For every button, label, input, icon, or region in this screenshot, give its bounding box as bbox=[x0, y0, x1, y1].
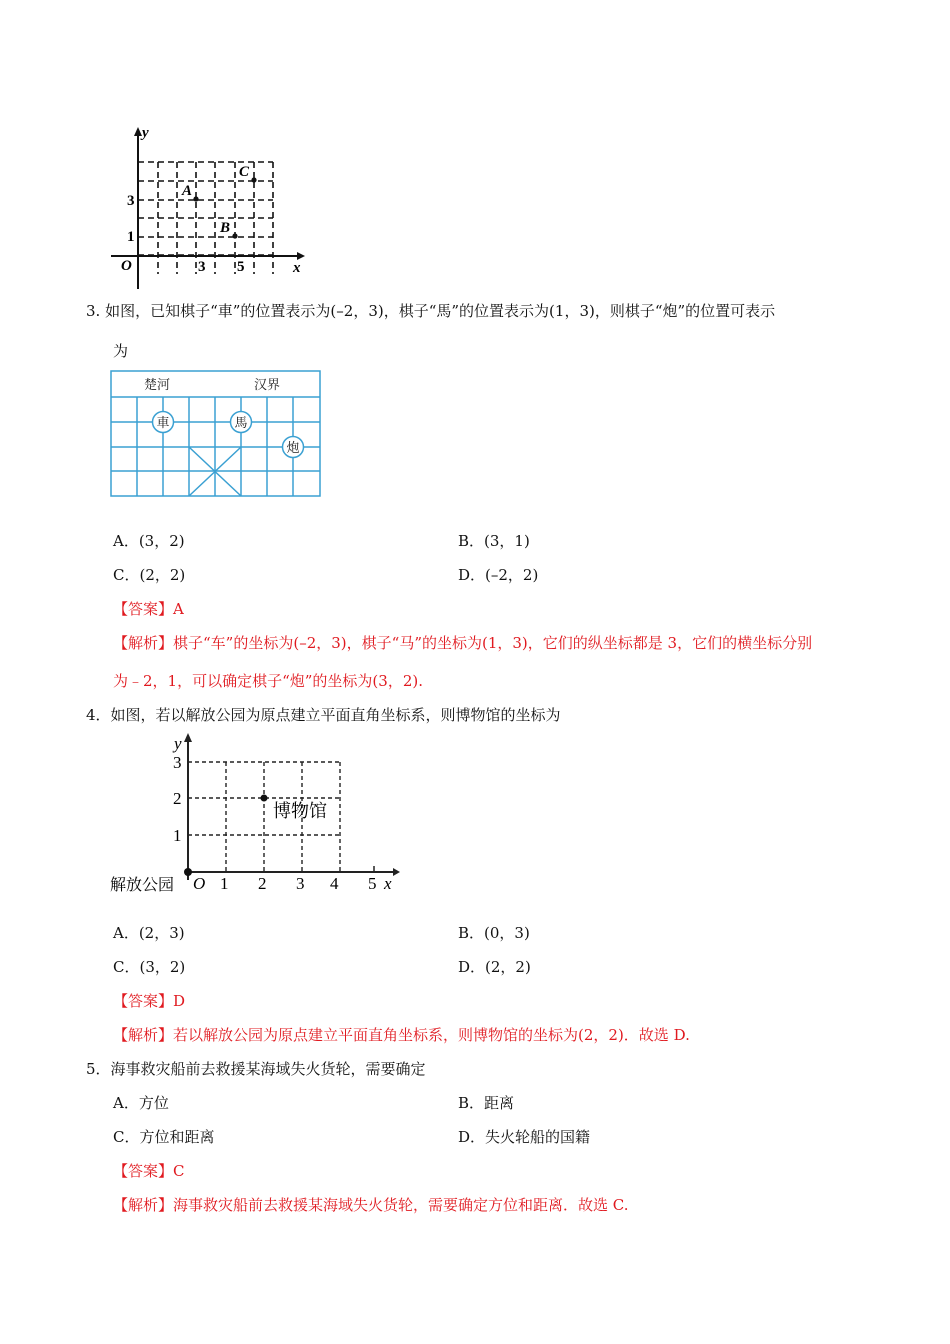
q4-y-axis-label: y bbox=[174, 734, 182, 753]
x-tick-3: 3 bbox=[198, 259, 206, 275]
origin-dot bbox=[184, 868, 192, 876]
q3-text-line1: 3. 如图，已知棋子“車”的位置表示为(–2，3)，棋子“馬”的位置表示为(1，3)，则棋子“炮”的位置可表示 bbox=[86, 302, 776, 320]
q4-option-d: D．(2，2) bbox=[458, 958, 531, 976]
board-left-label: 楚河 bbox=[144, 377, 171, 392]
q4-x-tick-1: 1 bbox=[220, 874, 229, 893]
y-tick-3: 3 bbox=[127, 193, 135, 209]
museum-dot bbox=[261, 795, 268, 802]
label-a: A bbox=[182, 183, 193, 199]
q4-x-tick-3: 3 bbox=[296, 874, 305, 893]
q5-analysis-tag: 【解析】 bbox=[113, 1196, 174, 1214]
chess-board-figure bbox=[110, 370, 322, 498]
q4-x-tick-2: 2 bbox=[258, 874, 267, 893]
figure-grid-abc bbox=[105, 124, 315, 294]
q5-option-b: B．距离 bbox=[458, 1094, 515, 1112]
q4-analysis-tag: 【解析】 bbox=[113, 1026, 174, 1044]
q3-analysis-line2: 为﹣2，1，可以确定棋子“炮”的坐标为(3，2). bbox=[113, 672, 423, 690]
q4-y-tick-3: 3 bbox=[173, 753, 182, 772]
figure-museum-coordinate bbox=[108, 730, 408, 900]
q4-option-b: B．(0，3) bbox=[458, 924, 530, 942]
piece-che bbox=[153, 412, 174, 433]
q5-option-d: D．失火轮船的国籍 bbox=[458, 1128, 591, 1146]
svg-text:車: 車 bbox=[156, 415, 170, 430]
q3-text-line2: 为 bbox=[113, 342, 129, 360]
q5-question: 5．海事救灾船前去救援某海域失火货轮，需要确定 bbox=[86, 1060, 426, 1078]
piece-pao bbox=[283, 437, 304, 458]
q4-y-tick-1: 1 bbox=[173, 826, 182, 845]
origin-label: O bbox=[121, 258, 132, 274]
board-right-label: 汉界 bbox=[254, 377, 281, 392]
q5-answer: 【答案】C bbox=[113, 1162, 185, 1180]
q4-question: 4．如图，若以解放公园为原点建立平面直角坐标系，则博物馆的坐标为 bbox=[86, 706, 561, 724]
y-tick-1: 1 bbox=[127, 229, 135, 245]
q4-x-tick-4: 4 bbox=[330, 874, 339, 893]
q4-analysis bbox=[113, 1024, 690, 1046]
point-b bbox=[232, 233, 237, 238]
label-b: B bbox=[220, 220, 231, 236]
q5-option-a: A．方位 bbox=[113, 1094, 169, 1112]
q3-option-c: C．(2，2) bbox=[113, 566, 186, 584]
q4-x-tick-5: 5 bbox=[368, 874, 377, 893]
y-axis-label: y bbox=[142, 125, 149, 141]
q5-analysis bbox=[113, 1194, 629, 1216]
q4-option-a: A．(2，3) bbox=[113, 924, 185, 942]
x-tick-5: 5 bbox=[237, 259, 245, 275]
q4-x-axis-label: x bbox=[384, 874, 392, 893]
q3-option-a: A．(3，2) bbox=[113, 532, 185, 550]
origin-place-label: 解放公园 bbox=[110, 877, 175, 894]
svg-text:炮: 炮 bbox=[286, 440, 300, 455]
q5-analysis-text: 海事救灾船前去救援某海域失火货轮，需要确定方位和距离．故选 C. bbox=[173, 1196, 629, 1214]
q3-analysis-line1 bbox=[113, 632, 812, 654]
q3-answer: 【答案】A bbox=[113, 600, 184, 618]
q3-option-d: D．(–2，2) bbox=[458, 566, 539, 584]
q4-answer: 【答案】D bbox=[113, 992, 186, 1010]
q4-option-c: C．(3，2) bbox=[113, 958, 186, 976]
q3-analysis-tag: 【解析】 bbox=[113, 634, 174, 652]
q3-analysis-text1: 棋子“车”的坐标为(–2，3)，棋子“马”的坐标为(1，3)，它们的纵坐标都是 3，它们的横坐标分别 bbox=[173, 634, 813, 652]
x-axis-label: x bbox=[293, 260, 301, 276]
point-a bbox=[193, 196, 198, 201]
q4-origin-label: O bbox=[193, 874, 206, 893]
museum-label: 博物馆 bbox=[273, 801, 327, 821]
point-c bbox=[251, 177, 256, 182]
label-c: C bbox=[239, 164, 250, 180]
svg-text:馬: 馬 bbox=[234, 415, 248, 430]
q4-y-tick-2: 2 bbox=[173, 789, 182, 808]
piece-ma bbox=[231, 412, 252, 433]
q3-option-b: B．(3，1) bbox=[458, 532, 530, 550]
q5-option-c: C．方位和距离 bbox=[113, 1128, 215, 1146]
q4-analysis-text: 若以解放公园为原点建立平面直角坐标系，则博物馆的坐标为(2，2)．故选 D. bbox=[173, 1026, 690, 1044]
